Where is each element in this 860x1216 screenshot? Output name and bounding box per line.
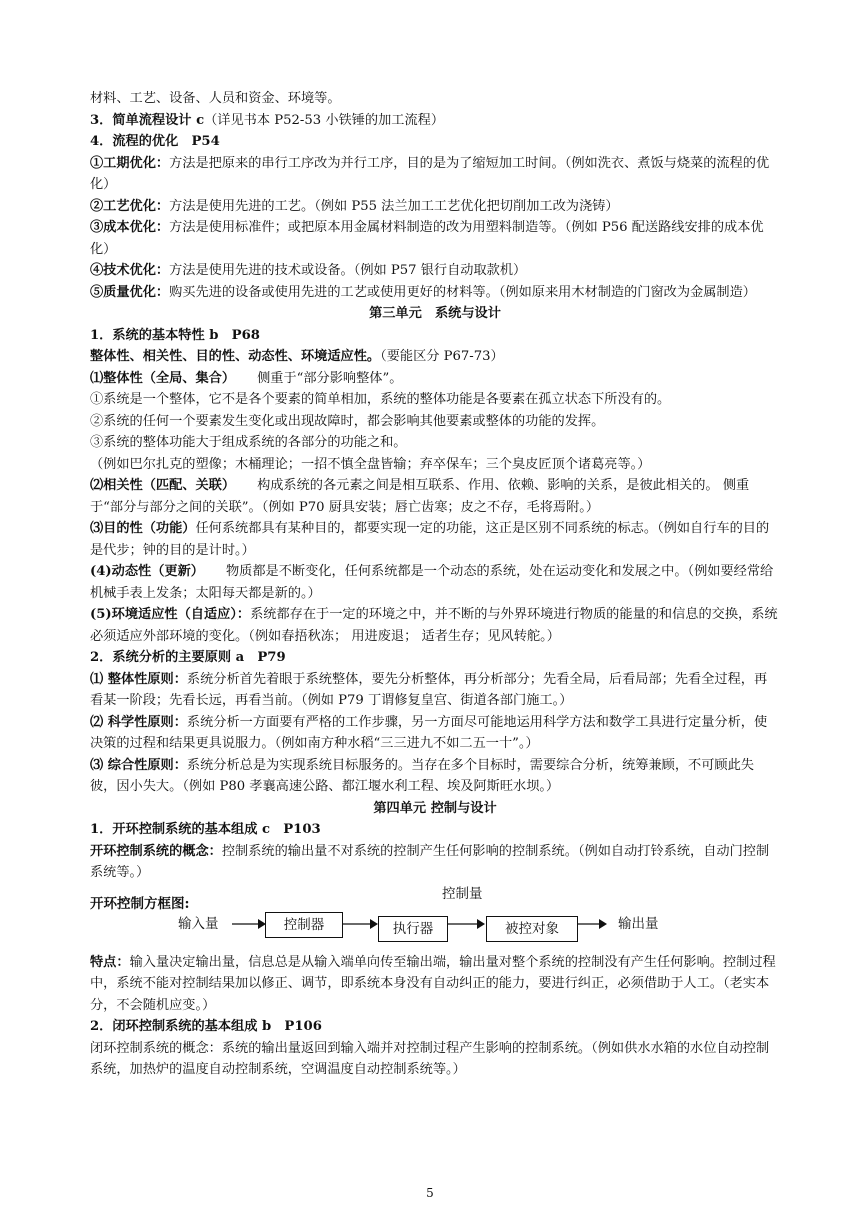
document-page	[90, 88, 780, 1081]
term: (4)动态性（更新）	[90, 564, 204, 579]
paragraph	[90, 153, 780, 196]
text-line: ①系统是一个整体，它不是各个要素的简单相加，系统的整体功能是各要素在孤立状态下所没有的。	[90, 392, 671, 407]
definition: 系统分析一方面要有严格的工作步骤，另一方面尽可能地运用科学方法和数学工具进行定量分析，使决策的过程和结果更具说服力。（例如南方种水稻“三三进九不如二五一十”。）	[90, 714, 768, 751]
paragraph	[90, 217, 780, 260]
term: ⑤质量优化：	[90, 284, 170, 300]
term: 特点：	[90, 954, 130, 970]
paragraph	[90, 712, 780, 755]
text-line	[90, 110, 780, 132]
definition: 方法是把原来的串行工序改为并行工序，目的是为了缩短加工时间。（例如洗衣、煮饭与烧菜的流程的优化）	[90, 155, 770, 192]
text-line: 材料、工艺、设备、人员和资金、环境等。	[90, 91, 341, 106]
paragraph	[90, 282, 780, 304]
text-line: ③系统的整体功能大于组成系统的各部分的功能之和。	[90, 435, 407, 450]
paragraph	[90, 475, 780, 518]
item-heading: 1．系统的基本特性 b P68	[90, 327, 260, 343]
definition: 侧重于“部分影响整体”。	[257, 370, 403, 386]
diagram-title: 开环控制方框图:	[90, 895, 190, 912]
definition: 方法是使用先进的技术或设备。（例如 P57 银行自动取款机）	[169, 263, 527, 278]
term: 整体性、相关性、目的性、动态性、环境适应性。	[90, 349, 381, 364]
item-heading: 1．开环控制系统的基本组成 c P103	[90, 822, 321, 837]
definition: 购买先进的设备或使用先进的工艺或使用更好的材料等。（例如原来用木材制造的门窗改为金属制造）	[169, 284, 756, 300]
text-line: ②系统的任何一个要素发生变化或出现故障时，都会影响其他要素或整体的功能的发挥。	[90, 413, 605, 429]
arrow-icon	[342, 912, 378, 936]
paragraph	[90, 561, 780, 604]
term: ⑵相关性（匹配、关联）	[90, 478, 236, 493]
term: ⑴ 整体性原则：	[90, 671, 187, 687]
open-loop-block-diagram	[90, 886, 780, 948]
unit-title: 第四单元 控制与设计	[373, 800, 497, 816]
definition: 系统都存在于一定的环境之中，并不断的与外界环境进行物质的能量的和信息的交换，系统必须适应外部环境的变化。（例如春捂秋冻； 用进废退； 适者生存；见风转舵。）	[90, 607, 778, 644]
paragraph	[90, 952, 780, 1017]
definition: 方法是使用标准件；或把原本用金属材料制造的改为用塑料制造等。（例如 P56 配送路线安排的成本优化）	[90, 220, 764, 257]
controlled-object-block: 被控对象	[486, 916, 578, 942]
controller-block: 控制器	[265, 912, 343, 938]
definition: 构成系统的各元素之间是相互联系、作用、依赖、影响的关系，是彼此相关的。 侧重于“部分与部分之间的关联”。（例如 P70 厨具安装；唇亡齿寒；皮之不存，毛将焉附。）	[90, 478, 750, 515]
item-heading: 4．流程的优化 P54	[90, 134, 220, 149]
term: ②工艺优化：	[90, 198, 170, 214]
term: ④技术优化：	[90, 263, 170, 278]
definition: 系统分析首先着眼于系统整体，要先分析整体，再分析部分；先看全局，后看局部；先看全过程，再看某一阶段；先看长远，再看当前。（例如 P79 丁谓修复皇宫、街道各部门施工。）	[90, 671, 768, 708]
term: ③成本优化：	[90, 220, 170, 235]
term: ⑵ 科学性原则：	[90, 714, 187, 730]
term: ⑶ 综合性原则：	[90, 757, 187, 773]
definition: 控制系统的输出量不对系统的控制产生任何影响的控制系统。（例如自动打铃系统，自动门控制系统等。）	[90, 843, 770, 880]
term: ①工期优化：	[90, 155, 170, 171]
paragraph	[90, 841, 780, 884]
paragraph	[90, 518, 780, 561]
item-heading: 3．简单流程设计 c	[90, 112, 205, 128]
text-line	[90, 368, 780, 390]
definition: 系统分析总是为实现系统目标服务的。当存在多个目标时，需要综合分析，统筹兼顾，不可顾此失彼，因小失大。（例如 P80 孝襄高速公路、都江堰水利工程、埃及阿斯旺水坝。）	[90, 757, 754, 794]
definition: 物质都是不断变化，任何系统都是一个动态的系统，处在运动变化和发展之中。（例如要经常给机械手表上发条；太阳每天都是新的。）	[90, 564, 774, 601]
arrow-icon	[577, 912, 607, 936]
output-label: 输出量	[618, 915, 659, 932]
paragraph	[90, 669, 780, 712]
paragraph	[90, 755, 780, 798]
paragraph	[90, 260, 780, 282]
text-line: （例如巴尔扎克的塑像；木桶理论；一招不慎全盘皆输；弃卒保车；三个臭皮匠顶个诸葛亮等。）	[90, 456, 651, 472]
control-variable-label: 控制量	[442, 885, 483, 902]
term: (5)环境适应性（自适应）：	[90, 607, 251, 622]
actuator-block: 执行器	[378, 916, 448, 942]
item-heading: 2．闭环控制系统的基本组成 b P106	[90, 1019, 322, 1034]
text-line	[90, 346, 780, 368]
paragraph	[90, 196, 780, 218]
item-text: （详见书本 P52-53 小铁锤的加工流程）	[204, 112, 445, 128]
definition: 方法是使用先进的工艺。（例如 P55 法兰加工工艺优化把切削加工改为浇铸）	[169, 198, 619, 214]
term: ⑶目的性（功能）	[90, 521, 196, 536]
page-number: 5	[426, 1186, 434, 1200]
input-label: 输入量	[178, 915, 219, 932]
term: 开环控制系统的概念：	[90, 843, 222, 859]
definition: 任何系统都具有某种目的，都要实现一定的功能，这正是区别不同系统的标志。（例如自行车的目的是代步；钟的目的是计时。）	[90, 521, 770, 558]
term: ⑴整体性（全局、集合）	[90, 370, 236, 386]
arrow-icon	[447, 912, 485, 936]
definition: 输入量决定输出量，信息总是从输入端单向传至输出端，输出量对整个系统的控制没有产生任何影响。控制过程中，系统不能对控制结果加以修正、调节，即系统本身没有自动纠正的能力，要进行纠正，必须借助于人工。（老实本分，不会随机应变。）	[90, 954, 776, 1013]
definition: （要能区分 P67-73）	[380, 349, 504, 364]
unit-title: 第三单元 系统与设计	[369, 306, 501, 321]
paragraph: 闭环控制系统的概念：系统的输出量返回到输入端并对控制过程产生影响的控制系统。（例如供水水箱的水位自动控制系统，加热炉的温度自动控制系统，空调温度自动控制系统等。）	[90, 1040, 770, 1077]
item-heading: 2．系统分析的主要原则 a P79	[90, 650, 286, 665]
paragraph	[90, 604, 780, 647]
arrow-icon	[232, 912, 266, 936]
